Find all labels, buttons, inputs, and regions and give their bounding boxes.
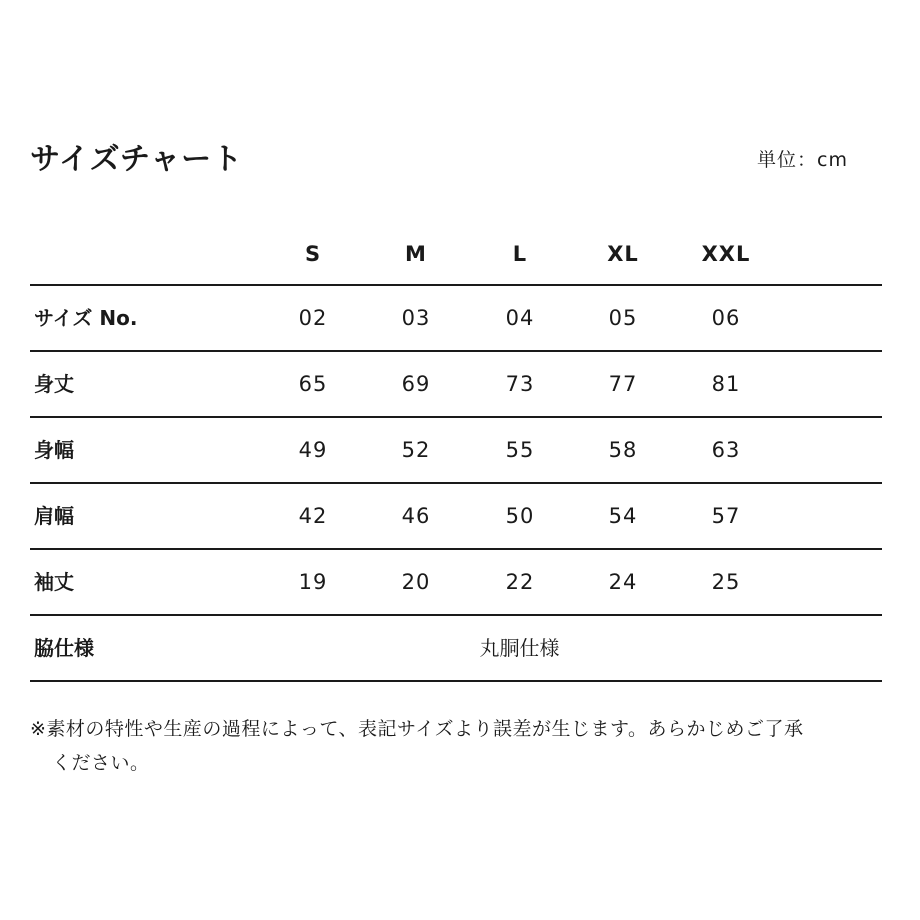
table-cell: 55 [505, 438, 535, 462]
table-cell: 54 [608, 504, 638, 528]
row-label: 身幅 [34, 438, 74, 462]
header-row [30, 222, 882, 286]
table-cell: 46 [401, 504, 431, 528]
row-label: 袖丈 [34, 570, 74, 594]
table-cell: 06 [711, 306, 741, 330]
table-cell: 19 [298, 570, 328, 594]
table-cell: 03 [401, 306, 431, 330]
table-row [30, 550, 882, 616]
column-header: L [512, 242, 528, 266]
table-row [30, 418, 882, 484]
table-cell-merged: 丸胴仕様 [479, 636, 560, 660]
size-chart-table [30, 222, 882, 682]
table-cell: 20 [401, 570, 431, 594]
table-cell: 69 [401, 372, 431, 396]
table-cell: 02 [298, 306, 328, 330]
table-row [30, 286, 882, 352]
column-header: M [405, 242, 427, 266]
table-cell: 58 [608, 438, 638, 462]
table-cell: 42 [298, 504, 328, 528]
unit-label: 単位：cm [757, 149, 848, 171]
table-cell: 77 [608, 372, 638, 396]
table-cell: 50 [505, 504, 535, 528]
table-cell: 73 [505, 372, 535, 396]
table-cell: 24 [608, 570, 638, 594]
table-row [30, 616, 882, 682]
table-cell: 22 [505, 570, 535, 594]
table-cell: 81 [711, 372, 741, 396]
column-header: S [304, 242, 322, 266]
table-cell: 05 [608, 306, 638, 330]
table-cell: 25 [711, 570, 741, 594]
row-label: サイズ No. [34, 306, 138, 330]
disclaimer-note [30, 712, 890, 780]
note-text: ください。 [52, 752, 150, 774]
table-row [30, 484, 882, 550]
row-label: 脇仕様 [34, 636, 94, 660]
page-title: サイズチャート [30, 142, 244, 177]
table-cell: 63 [711, 438, 741, 462]
column-header: XL [607, 242, 639, 266]
row-label: 肩幅 [34, 504, 74, 528]
column-header: XXL [701, 242, 751, 266]
row-label: 身丈 [34, 372, 74, 396]
table-cell: 65 [298, 372, 328, 396]
table-cell: 52 [401, 438, 431, 462]
table-cell: 57 [711, 504, 741, 528]
table-row [30, 352, 882, 418]
note-text: ※素材の特性や生産の過程によって、表記サイズより誤差が生じます。あらかじめご了承 [30, 718, 804, 740]
table-cell: 04 [505, 306, 535, 330]
table-cell: 49 [298, 438, 328, 462]
